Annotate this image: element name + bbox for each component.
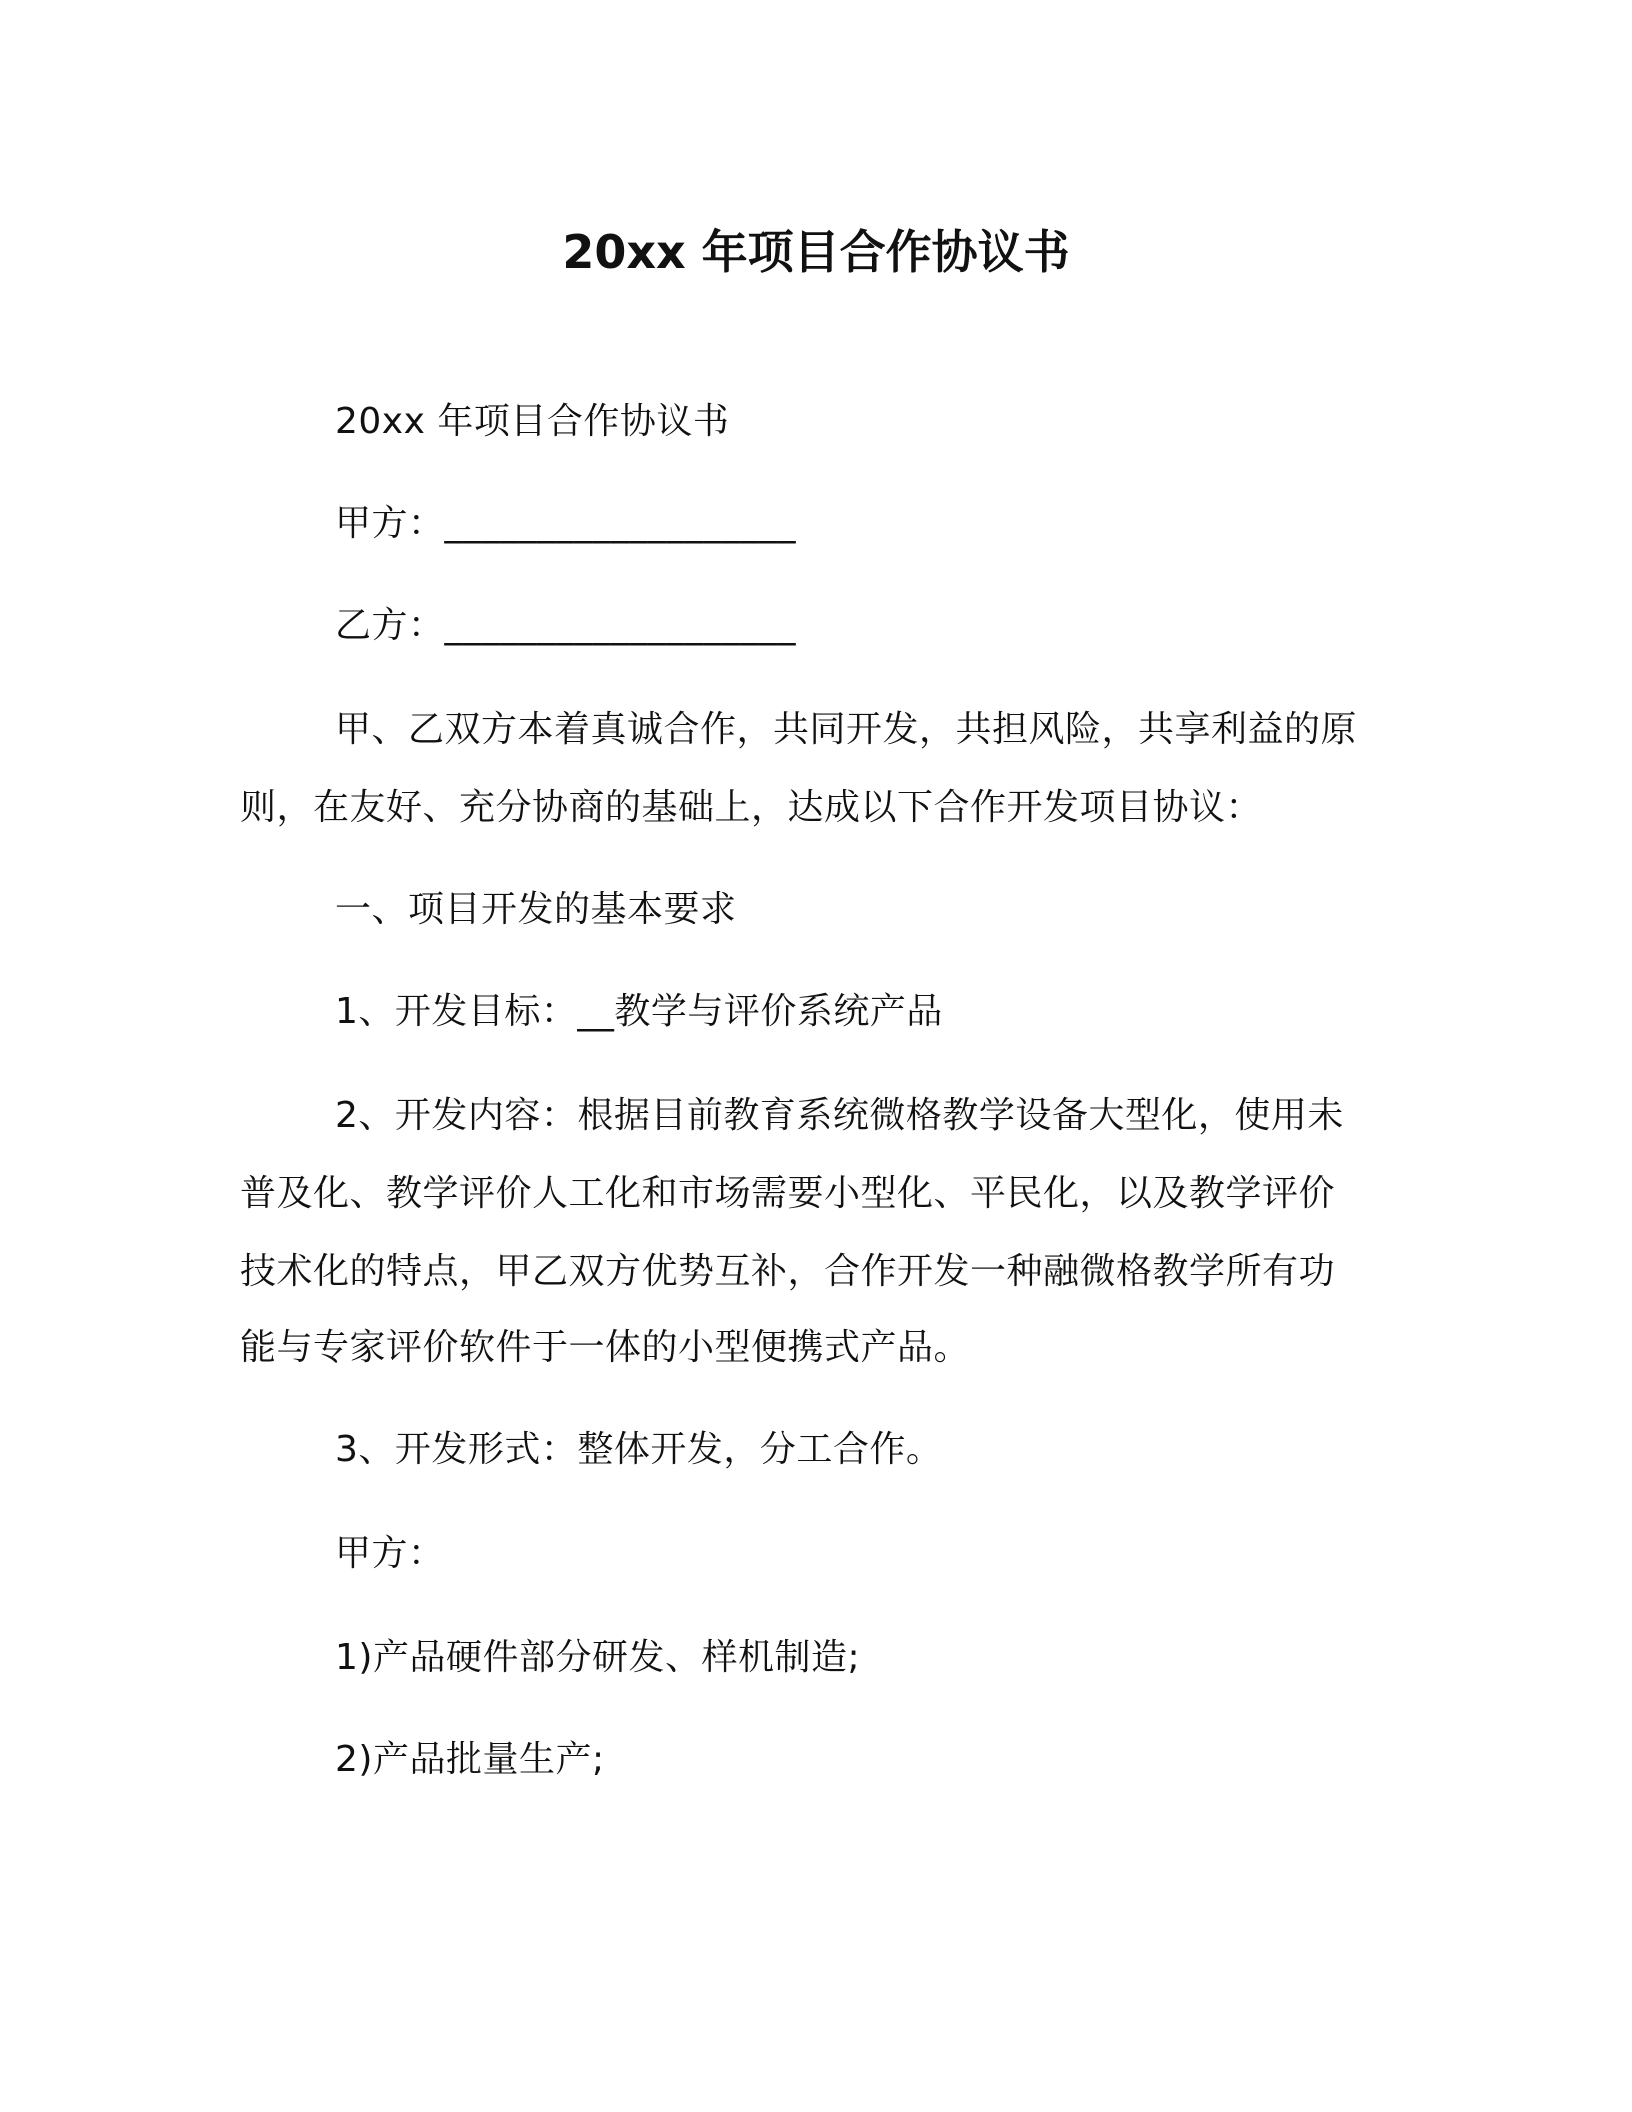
item-2-line-1: 2、开发内容：根据目前教育系统微格教学设备大型化，使用未 — [335, 1095, 1344, 1136]
item-3-development-form: 3、开发形式：整体开发，分工合作。 — [335, 1429, 943, 1470]
party-b-line: 乙方：___________________ — [335, 605, 797, 646]
intro-line-2: 则，在友好、充分协商的基础上，达成以下合作开发项目协议： — [240, 787, 1263, 828]
party-a-duty-2: 2)产品批量生产; — [335, 1739, 605, 1780]
item-1-development-goal: 1、开发目标：__教学与评价系统产品 — [335, 991, 943, 1032]
item-2-line-4: 能与专家评价软件于一体的小型便携式产品。 — [240, 1327, 971, 1368]
party-a-line: 甲方：___________________ — [335, 503, 797, 544]
party-a-label: 甲方： — [335, 1533, 445, 1574]
document-subtitle: 20xx 年项目合作协议书 — [335, 401, 730, 442]
item-2-line-2: 普及化、教学评价人工化和市场需要小型化、平民化，以及教学评价 — [240, 1173, 1336, 1214]
party-a-duty-1: 1)产品硬件部分研发、样机制造; — [335, 1637, 861, 1678]
item-2-line-3: 技术化的特点，甲乙双方优势互补，合作开发一种融微格教学所有功 — [240, 1251, 1336, 1292]
section-1-heading: 一、项目开发的基本要求 — [335, 889, 737, 930]
intro-line-1: 甲、乙双方本着真诚合作，共同开发，共担风险，共享利益的原 — [335, 709, 1358, 750]
document-title: 20xx 年项目合作协议书 — [562, 225, 1070, 279]
